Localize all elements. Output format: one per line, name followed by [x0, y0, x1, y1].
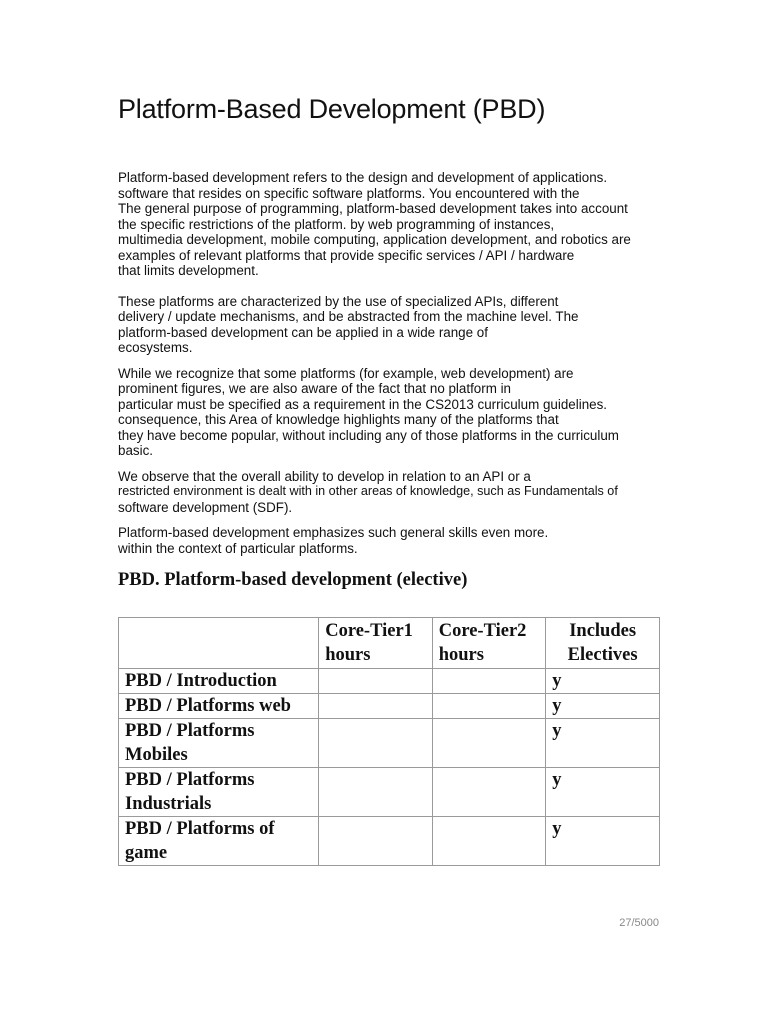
- text-line: Platform-based development refers to the design and development of applications.: [118, 170, 608, 185]
- unit-cell: PBD / Platforms Industrials: [119, 768, 319, 817]
- table-row: [119, 669, 660, 694]
- page-number: 27/5000: [619, 917, 659, 929]
- text-line: within the context of particular platforms.: [118, 540, 358, 556]
- curriculum-paragraph: [118, 366, 663, 459]
- text-line: basic.: [118, 443, 153, 458]
- unit-cell: PBD / Platforms web: [119, 694, 319, 719]
- table-header-row: [119, 618, 660, 669]
- unit-cell: PBD / Introduction: [119, 669, 319, 694]
- text-line: Platform-based development emphasizes such general skills even more.: [118, 525, 549, 540]
- text-line: delivery / update mechanisms, and be abstracted from the machine level. The: [118, 309, 579, 324]
- document-page: [118, 92, 663, 592]
- elective-cell: y: [546, 768, 660, 817]
- page-title: Platform-Based Development (PBD): [118, 94, 546, 124]
- text-line: software that resides on specific software platforms. You encountered with the: [118, 185, 580, 201]
- text-line: These platforms are characterized by the use of specialized APIs, different: [118, 293, 559, 309]
- text-line: the specific restrictions of the platform. by web programming of instances,: [118, 216, 555, 232]
- text-line: they have become popular, without including any of those platforms in the curriculum: [118, 427, 619, 443]
- tier2-cell: [432, 694, 546, 719]
- tier1-cell: [319, 719, 433, 768]
- header-cell-includes-electives: Includes Electives: [546, 618, 660, 669]
- tier1-cell: [319, 669, 433, 694]
- text-line: prominent figures, we are also aware of the fact that no platform in: [118, 381, 511, 396]
- tier2-cell: [432, 669, 546, 694]
- unit-cell: PBD / Platforms of game: [119, 817, 319, 866]
- tier1-cell: [319, 768, 433, 817]
- table-row: [119, 817, 660, 866]
- table-row: [119, 694, 660, 719]
- text-line: While we recognize that some platforms (for example, web development) are: [118, 365, 574, 381]
- header-cell: [119, 618, 319, 669]
- intro-paragraph: [118, 170, 663, 279]
- header-cell-core-tier2: Core-Tier2 hours: [432, 618, 546, 669]
- elective-cell: y: [546, 669, 660, 694]
- tier1-cell: [319, 694, 433, 719]
- text-line: We observe that the overall ability to develop in relation to an API or a: [118, 468, 531, 484]
- platforms-paragraph: [118, 294, 663, 356]
- table-row: [119, 719, 660, 768]
- hours-table: [118, 617, 660, 866]
- elective-cell: y: [546, 817, 660, 866]
- text-line: that limits development.: [118, 263, 259, 278]
- text-line: examples of relevant platforms that provide specific services / API / hardware: [118, 247, 575, 263]
- section-heading: PBD. Platform-based development (elective): [118, 570, 468, 590]
- elective-cell: y: [546, 694, 660, 719]
- text-line: restricted environment is dealt with in other areas of knowledge, such as Fundamentals of: [118, 484, 618, 498]
- tier2-cell: [432, 719, 546, 768]
- text-line: The general purpose of programming, platform-based development takes into account: [118, 201, 628, 216]
- unit-cell: PBD / Platforms Mobiles: [119, 719, 319, 768]
- tier2-cell: [432, 768, 546, 817]
- skills-paragraph: [118, 525, 663, 556]
- tier1-cell: [319, 817, 433, 866]
- text-line: consequence, this Area of knowledge highlights many of the platforms that: [118, 412, 559, 427]
- api-paragraph: [118, 469, 663, 516]
- table-row: [119, 768, 660, 817]
- text-line: ecosystems.: [118, 340, 193, 355]
- text-line: software development (SDF).: [118, 499, 293, 515]
- tier2-cell: [432, 817, 546, 866]
- text-line: particular must be specified as a requirement in the CS2013 curriculum guidelines.: [118, 396, 608, 412]
- text-line: multimedia development, mobile computing, application development, and robotics are: [118, 232, 631, 247]
- text-line: platform-based development can be applied in a wide range of: [118, 324, 488, 340]
- elective-cell: y: [546, 719, 660, 768]
- header-cell-core-tier1: Core-Tier1 hours: [319, 618, 433, 669]
